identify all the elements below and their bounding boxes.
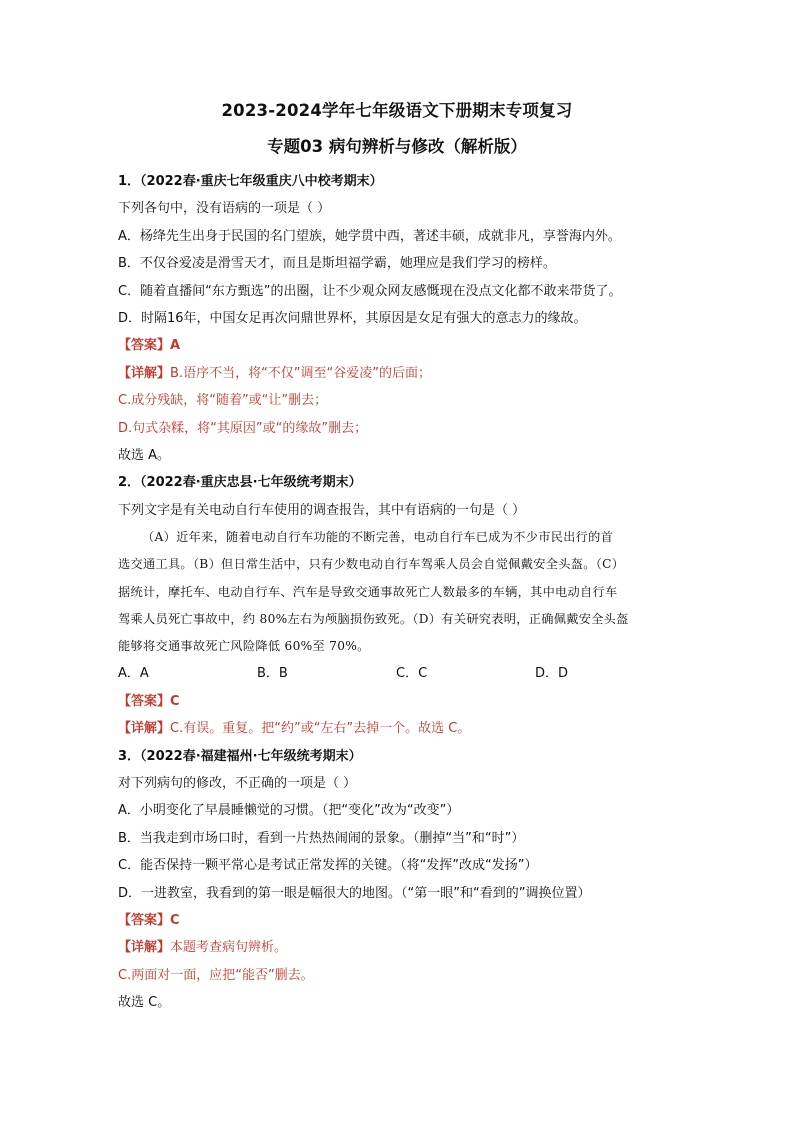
q2-passage-line-1: （A）近年来，随着电动自行车功能的不断完善，电动自行车已成为不少市民出行的首 (142, 530, 614, 545)
q1-detail-3: D.句式杂糅，将“其原因”或“的缘故”删去； (118, 420, 368, 436)
q3-option-a: A．小明变化了早晨睡懒觉的习惯。（把“变化”改为“改变”） (118, 803, 460, 819)
q3-answer-value: C (170, 912, 180, 928)
document-subtitle: 专题03 病句辨析与修改（解析版） (267, 137, 527, 156)
q1-option-a: A．杨绛先生出身于民国的名门望族，她学贯中西，著述丰硕，成就非凡，享誉海内外。 (118, 228, 621, 244)
q2-passage (118, 524, 678, 660)
document-body (118, 168, 678, 1017)
q3-stem: 对下列病句的修改，不正确的一项是（ ） (118, 775, 357, 791)
q1-conclusion: 故选 A。 (118, 448, 171, 464)
document-title: 2023-2024学年七年级语文下册期末专项复习 (221, 101, 573, 120)
q1-option-d: D．时隔16年，中国女足再次问鼎世界杯，其原因是女足有强大的意志力的缘故。 (118, 311, 587, 327)
q3-option-c: C．能否保持一颗平常心是考试正常发挥的关键。（将“发挥”改成“发扬”） (118, 858, 538, 874)
q3-source: （2022春·福建福州·七年级统考期末） (140, 748, 362, 764)
q3-conclusion: 故选 C。 (118, 995, 171, 1011)
q3-answer (118, 907, 678, 934)
q2-source: （2022春·重庆忠县·七年级统考期末） (140, 475, 362, 491)
q2-passage-line-3: 据统计，摩托车、电动自行车、汽车是导致交通事故死亡人数最多的车辆，其中电动自行车 (118, 584, 618, 599)
q1-number: 1． (118, 174, 141, 189)
q1-answer-tag: 【答案】 (118, 338, 171, 354)
q2-passage-line-4: 驾乘人员死亡事故中，约 80%左右为颅脑损伤致死。（D）有关研究表明，正确佩戴安全头盔 (118, 611, 629, 626)
q2-option-b: B．B (257, 666, 288, 682)
q1-source: （2022春·重庆七年级重庆八中校考期末） (140, 174, 383, 189)
q1-answer-value: A (170, 338, 181, 354)
q3-detail-tag: 【详解】 (118, 940, 171, 956)
q2-option-a: A．A (118, 666, 149, 682)
q1-header (118, 168, 678, 195)
q1-stem: 下列各句中，没有语病的一项是（ ） (118, 201, 331, 217)
q2-passage-line-5: 能够将交通事故死亡风险降低 60%至 70%。 (118, 639, 370, 654)
q3-detail-1 (118, 934, 678, 961)
q1-detail-2: C.成分残缺，将“随着”或“让”删去； (118, 393, 328, 409)
q2-answer-value: C (170, 693, 180, 709)
q2-detail-tag: 【详解】 (118, 721, 171, 737)
q3-option-b: B．当我走到市场口时，看到一片热热闹闹的景象。（删掉“当”和“时”） (118, 830, 525, 846)
q3-detail-text-1: 本题考查病句辨析。 (170, 940, 288, 956)
q2-passage-line-2: 选交通工具。（B）但日常生活中，只有少数电动自行车驾乘人员会自觉佩戴安全头盔。（C） (118, 557, 625, 572)
q2-header (118, 469, 678, 496)
q1-option-c: C．随着直播间“东方甄选”的出圈，让不少观众网友感慨现在没点文化都不敢来带货了。 (118, 283, 622, 299)
q2-number: 2． (118, 475, 141, 491)
q1-detail-tag: 【详解】 (118, 365, 171, 381)
q2-options (118, 660, 678, 687)
q3-detail-2: C.两面对一面，应把“能否”删去。 (118, 967, 314, 983)
q1-option-b: B．不仅谷爱凌是滑雪天才，而且是斯坦福学霸，她理应是我们学习的榜样。 (118, 256, 556, 272)
q2-option-c: C．C (396, 666, 428, 682)
q3-answer-tag: 【答案】 (118, 912, 171, 928)
q3-number: 3． (118, 748, 141, 764)
q2-option-d: D．D (535, 666, 569, 682)
q2-answer-tag: 【答案】 (118, 693, 171, 709)
q2-answer (118, 688, 678, 715)
q1-detail-text-1: B.语序不当，将“不仅”调至“谷爱凌”的后面； (170, 365, 432, 381)
q2-stem: 下列文字是有关电动自行车使用的调查报告，其中有语病的一句是（ ） (118, 502, 526, 518)
q3-option-d: D．一进教室，我看到的第一眼是幅很大的地图。（“第一眼”和“看到的”调换位置） (118, 885, 591, 901)
q1-detail-1 (118, 360, 678, 387)
q2-detail-text: C.有误。重复。把“约”或“左右”去掉一个。故选 C。 (170, 721, 471, 737)
q3-header (118, 743, 678, 770)
q2-detail (118, 715, 678, 742)
q1-answer (118, 332, 678, 359)
